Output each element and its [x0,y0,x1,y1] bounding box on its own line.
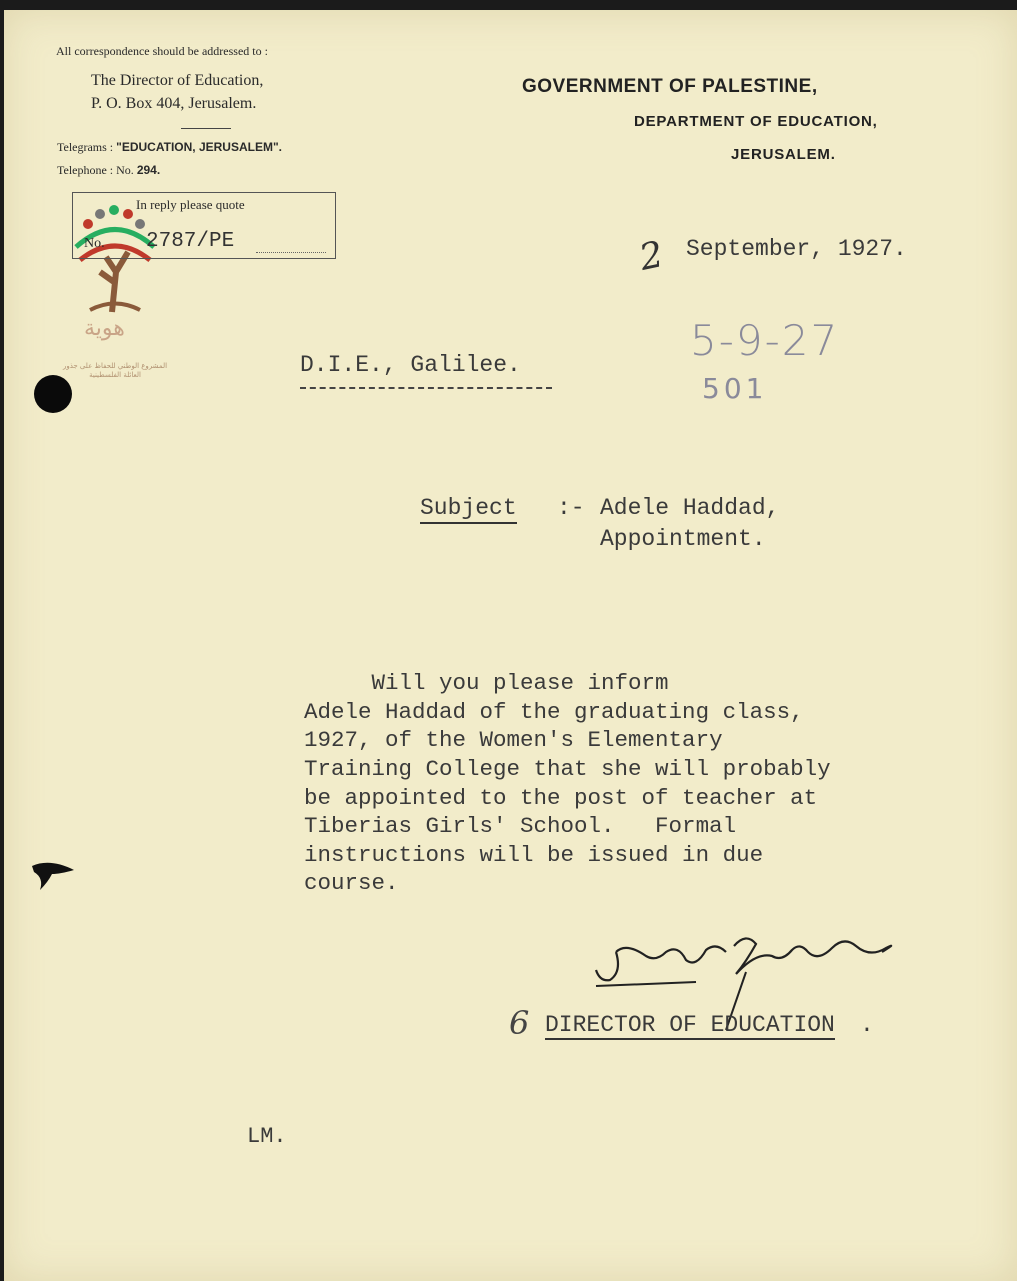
city-title: JERUSALEM. [731,146,836,163]
body-line-7: instructions will be issued in due [304,842,764,868]
signatory-title: DIRECTOR OF EDUCATION [545,1012,835,1038]
reference-number: 2787/PE [146,230,235,253]
telegrams-label: Telegrams : [57,140,114,154]
subject-label: Subject [420,495,517,524]
subject-line-1: Adele Haddad, [600,495,780,521]
watermark-logo-word: هوية [84,316,125,341]
signature-prefix-mark: 6 [509,1004,530,1042]
telephone-no-label: No. [116,163,134,177]
received-date-annotation: 5-9-27 [690,316,840,365]
signatory-title-end: . [860,1012,874,1038]
addressee: D.I.E., Galilee. [300,352,521,378]
subject-separator: :- [557,495,585,521]
telephone-line [57,163,160,178]
telegrams-value: "EDUCATION, JERUSALEM". [116,140,282,154]
reference-no-label: No. [84,236,105,251]
body-line-8: course. [304,870,399,896]
watermark-logo-text: المشروع الوطني للحفاظ على جذور العائلة الفلسطينية [62,362,168,379]
body-line-5: be appointed to the post of teacher at [304,785,818,811]
telephone-label: Telephone : [57,163,114,177]
department-title: DEPARTMENT OF EDUCATION, [634,113,878,130]
reply-quote-label: In reply please quote [136,197,245,212]
body-line-3: 1927, of the Women's Elementary [304,727,723,753]
body-line-1: Will you please inform [304,670,669,696]
date-day: 2 [635,234,667,279]
reference-dotted-line [256,252,326,253]
subject-line-2: Appointment. [600,526,766,552]
telegrams-line [57,140,282,155]
address-line-1: The Director of Education, [91,72,264,89]
binder-clip-mark-icon [30,856,78,896]
correspondence-note: All correspondence should be addressed to : [56,44,268,58]
punch-hole [34,375,72,413]
date-month-year: September, 1927. [686,236,907,262]
telephone-value: 294. [136,163,161,177]
body-line-4: Training College that she will probably [304,756,831,782]
body-line-6: Tiberias Girls' School. Formal [304,813,737,839]
typist-initials: LM. [247,1124,287,1149]
body-line-2: Adele Haddad of the graduating class, [304,699,804,725]
address-divider [181,128,231,129]
government-title: GOVERNMENT OF PALESTINE, [522,76,818,97]
received-number-annotation: 501 [702,372,768,405]
address-line-2: P. O. Box 404, Jerusalem. [91,95,257,112]
addressee-underline [300,387,552,389]
